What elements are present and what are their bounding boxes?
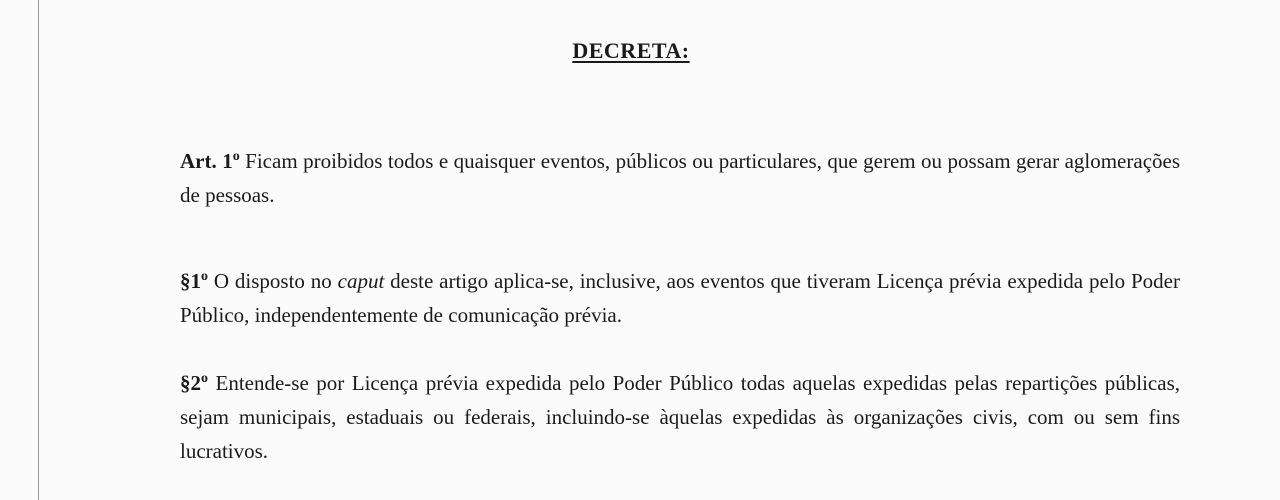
article-1-label: Art. 1$^o$ <box>180 149 240 173</box>
paragraph-2 <box>180 366 1180 468</box>
paragraph-1 <box>180 264 1180 332</box>
paragraph-1-text-before: O disposto no <box>208 269 338 293</box>
article-1 <box>180 144 1180 212</box>
decree-heading: DECRETA: <box>572 38 690 63</box>
paragraph-1-text-after: deste artigo aplica-se, inclusive, aos eventos que tiveram Licença prévia expedida pelo Poder Público, independentemente de comunicação prévia. <box>180 269 1180 327</box>
page-edge-line <box>38 0 39 500</box>
article-1-text: Ficam proibidos todos e quaisquer eventos, públicos ou particulares, que gerem ou possam gerar aglomerações de pessoas. <box>180 149 1181 207</box>
paragraph-2-text: Entende-se por Licença prévia expedida pelo Poder Público todas aquelas expedidas pelas repartições públicas, sejam municipais, estaduais ou federais, incluindo-se àquelas expedidas às organizações civis, com ou sem fins lucrativos. <box>180 371 1180 463</box>
paragraph-2-label: §2$^o$ <box>180 371 208 395</box>
paragraph-1-label: §1$^o$ <box>180 269 208 293</box>
paragraph-1-caput: caput <box>337 269 385 293</box>
